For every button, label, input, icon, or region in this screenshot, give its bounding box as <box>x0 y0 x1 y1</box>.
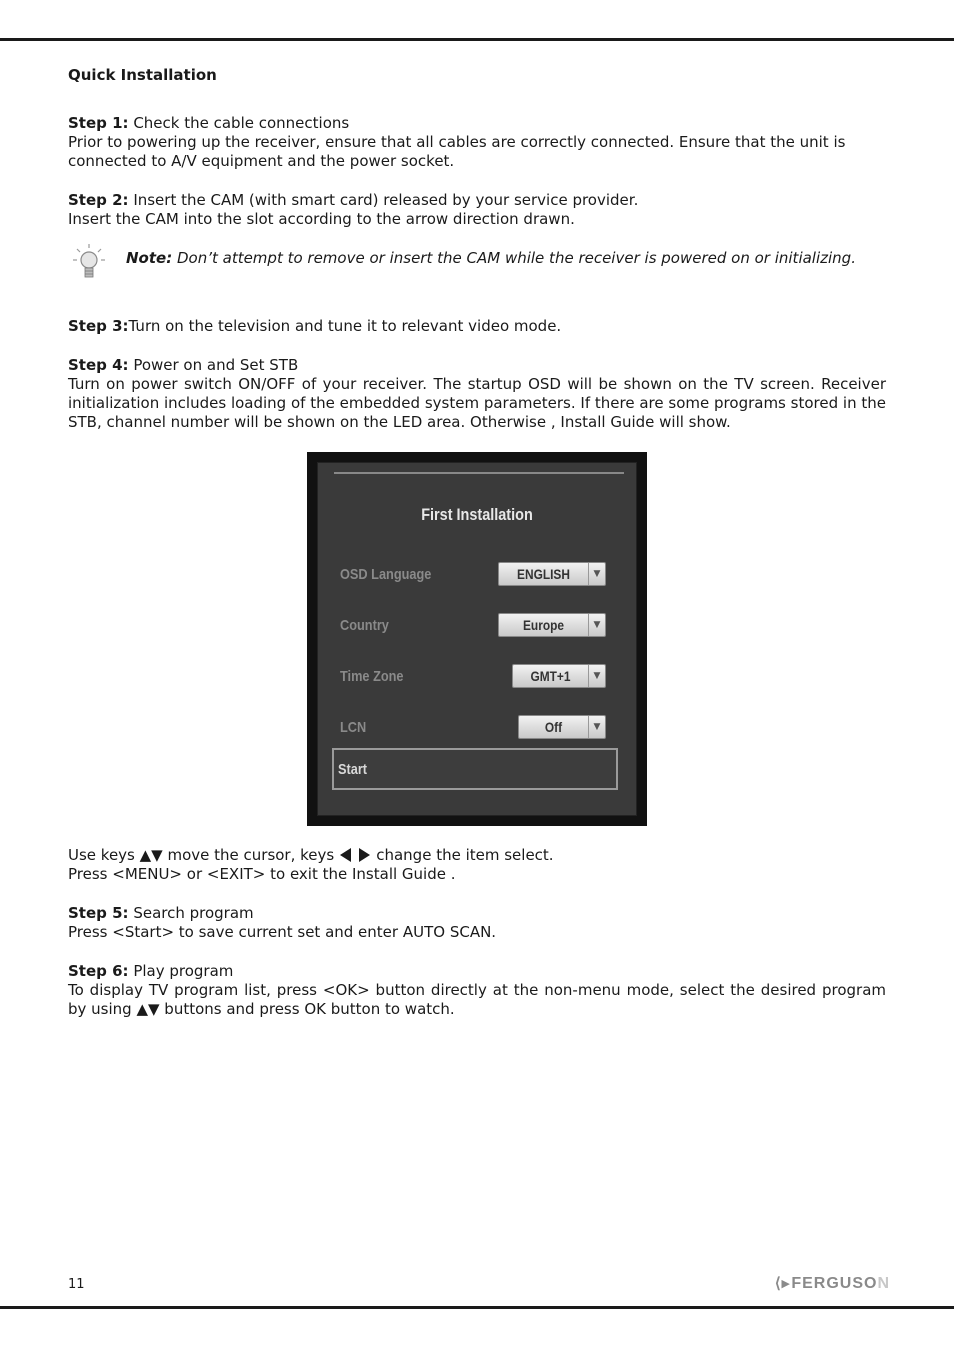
step-2-heading: Insert the CAM (with smart card) released by your service provider. <box>128 191 639 209</box>
lightbulb-icon <box>72 243 106 283</box>
osd-row-language <box>340 562 606 586</box>
brand-logo <box>775 1274 890 1293</box>
osd-select-value: Europe <box>522 616 564 633</box>
brand-logo-text: O <box>863 1275 878 1292</box>
step-4-label: Step 4: <box>68 356 129 374</box>
osd-select-timezone[interactable] <box>512 664 606 688</box>
brand-logo-text: FERGUS <box>791 1275 864 1292</box>
ferguson-mark-icon: ⟨▸ <box>774 1275 791 1292</box>
chevron-down-icon: ▼ <box>588 614 605 636</box>
osd-select-country[interactable] <box>498 613 606 637</box>
step-4-text: Turn on power switch ON/OFF of your receiver. The startup OSD will be shown on the TV screen. Receiver initialization includes loading of the embedded system parameters. If there are some programs stored in the STB, channel number will be shown on the LED area. Otherwise , Install Guide will show. <box>68 375 886 431</box>
step-6-label: Step 6: <box>68 962 129 980</box>
osd-row-lcn <box>340 715 606 739</box>
osd-start-button[interactable] <box>332 748 618 790</box>
step-5-label: Step 5: <box>68 904 129 922</box>
step-2 <box>68 191 886 229</box>
osd-label: OSD Language <box>340 566 432 583</box>
osd-label: LCN <box>340 719 367 736</box>
step-6-heading: Play program <box>128 962 234 980</box>
osd-select-value: Off <box>544 718 563 735</box>
page-content <box>68 66 886 1039</box>
osd-row-country <box>340 613 606 637</box>
note-text: Don’t attempt to remove or insert the CAM while the receiver is powered on or initializing. <box>172 249 856 267</box>
osd-select-lcn[interactable] <box>518 715 606 739</box>
top-rule <box>0 38 954 41</box>
osd-select-language[interactable] <box>498 562 606 586</box>
step-5-text: Press <Start> to save current set and enter AUTO SCAN. <box>68 923 497 941</box>
note <box>68 249 886 287</box>
bottom-rule <box>0 1306 954 1309</box>
step-5-heading: Search program <box>128 904 254 922</box>
step-1-heading: Check the cable connections <box>128 114 350 132</box>
step-2-text: Insert the CAM into the slot according to the arrow direction drawn. <box>68 210 575 228</box>
osd-panel <box>317 462 637 816</box>
step-5 <box>68 904 886 942</box>
osd-start-label: Start <box>338 761 368 778</box>
step-6-text: To display TV program list, press <OK> button directly at the non-menu mode, select the desired program by using ▲▼ buttons and press OK button to watch. <box>68 981 886 1018</box>
brand-logo-text: N <box>877 1275 890 1292</box>
step-3-heading: Turn on the television and tune it to relevant video mode. <box>128 317 562 335</box>
keys-line2: Press <MENU> or <EXIT> to exit the Install Guide . <box>68 865 456 883</box>
osd-label: Time Zone <box>340 668 404 685</box>
osd-select-value: ENGLISH <box>517 565 570 582</box>
page-number: 11 <box>68 1277 85 1292</box>
step-1-text: Prior to powering up the receiver, ensure that all cables are correctly connected. Ensure that the unit is connected to A/V equipment and the power socket. <box>68 133 846 170</box>
step-1 <box>68 114 886 171</box>
osd-title: First Installation <box>421 505 533 524</box>
note-label: Note: <box>126 249 173 267</box>
step-4 <box>68 356 886 432</box>
keys-line1-post: change the item select. <box>376 846 554 864</box>
osd-select-value: GMT+1 <box>530 667 571 684</box>
left-right-arrows-icon <box>340 848 370 862</box>
step-6 <box>68 962 886 1019</box>
step-2-label: Step 2: <box>68 191 129 209</box>
step-4-heading: Power on and Set STB <box>128 356 299 374</box>
chevron-down-icon: ▼ <box>588 563 605 585</box>
keys-line1-pre: Use keys ▲▼ move the cursor, keys <box>68 846 335 864</box>
step-1-label: Step 1: <box>68 114 129 132</box>
chevron-down-icon: ▼ <box>588 716 605 738</box>
step-3 <box>68 317 886 336</box>
osd-label: Country <box>340 617 389 634</box>
page-title: Quick Installation <box>68 66 217 84</box>
chevron-down-icon: ▼ <box>588 665 605 687</box>
keys-instructions <box>68 846 886 884</box>
osd-screenshot <box>307 452 647 826</box>
osd-row-timezone <box>340 664 606 688</box>
osd-divider <box>334 472 624 474</box>
step-3-label: Step 3: <box>68 317 129 335</box>
